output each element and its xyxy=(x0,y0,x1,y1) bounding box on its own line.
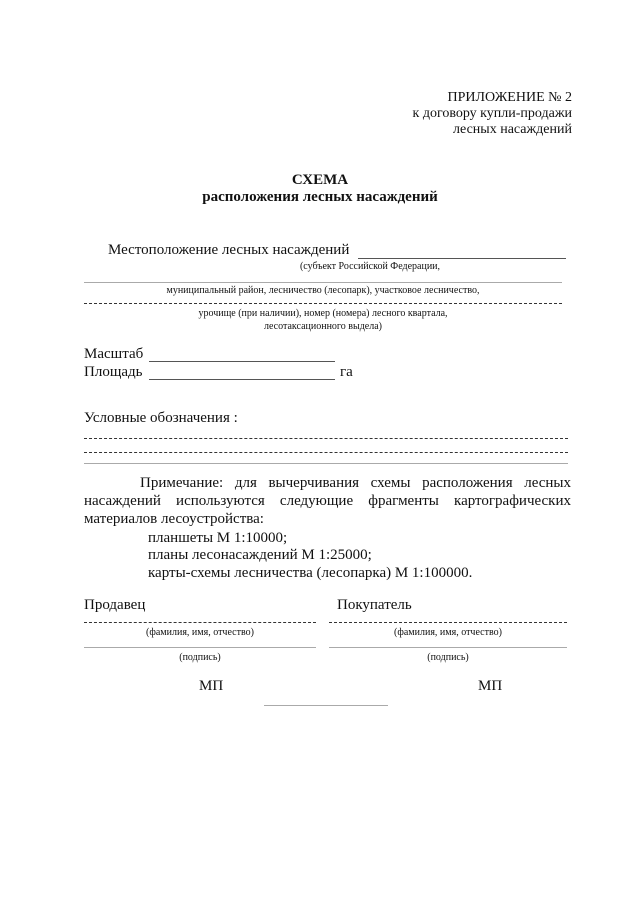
legend-line-3 xyxy=(84,463,568,464)
document-subtitle: расположения лесных насаждений xyxy=(202,189,438,205)
note-item-1: планшеты М 1:10000; xyxy=(148,530,288,546)
appendix-line-3: лесных насаждений xyxy=(453,122,572,137)
legend-line-2 xyxy=(84,452,568,453)
appendix-line-2: к договору купли-продажи xyxy=(412,106,572,121)
seller-label: Продавец xyxy=(84,597,146,613)
area-unit: га xyxy=(340,364,353,380)
location-caption-3: урочище (при наличии), номер (номера) лесного квартала, xyxy=(198,308,448,319)
note-item-3: карты-схемы лесничества (лесопарка) М 1:100000. xyxy=(148,565,473,581)
location-label: Местоположение лесных насаждений xyxy=(108,242,350,258)
location-line-2 xyxy=(84,282,562,283)
note-item-2: планы лесонасаждений М 1:25000; xyxy=(148,547,372,563)
area-field-line xyxy=(149,379,335,380)
location-field-line xyxy=(358,258,566,259)
buyer-fio-caption: (фамилия, имя, отчество) xyxy=(394,627,502,638)
buyer-signature-caption: (подпись) xyxy=(427,652,469,663)
seller-fio-caption: (фамилия, имя, отчество) xyxy=(146,627,254,638)
area-label: Площадь xyxy=(84,364,143,380)
scale-field-line xyxy=(149,361,335,362)
legend-line-1 xyxy=(84,438,568,439)
buyer-fio-line xyxy=(329,622,567,623)
buyer-label: Покупатель xyxy=(337,597,412,613)
seller-stamp: МП xyxy=(199,678,224,694)
seller-signature-caption: (подпись) xyxy=(179,652,221,663)
scale-label: Масштаб xyxy=(84,346,144,362)
note-paragraph: Примечание: для вычерчивания схемы расположения лесных насаждений используются следующие фрагменты картографических материалов лесоустройства: xyxy=(84,475,571,527)
appendix-line-1: ПРИЛОЖЕНИЕ № 2 xyxy=(447,90,572,105)
buyer-signature-line xyxy=(329,647,567,648)
location-caption-1: (субъект Российской Федерации, xyxy=(299,261,441,272)
seller-fio-line xyxy=(84,622,316,623)
location-caption-2: муниципальный район, лесничество (лесопарк), участковое лесничество, xyxy=(166,285,480,296)
seller-signature-line xyxy=(84,647,316,648)
location-caption-4: лесотаксационного выдела) xyxy=(263,321,382,332)
location-line-3 xyxy=(84,303,562,304)
buyer-stamp: МП xyxy=(478,678,503,694)
footer-rule xyxy=(264,705,388,706)
document-title: СХЕМА xyxy=(291,172,349,188)
legend-label: Условные обозначения : xyxy=(84,410,238,426)
